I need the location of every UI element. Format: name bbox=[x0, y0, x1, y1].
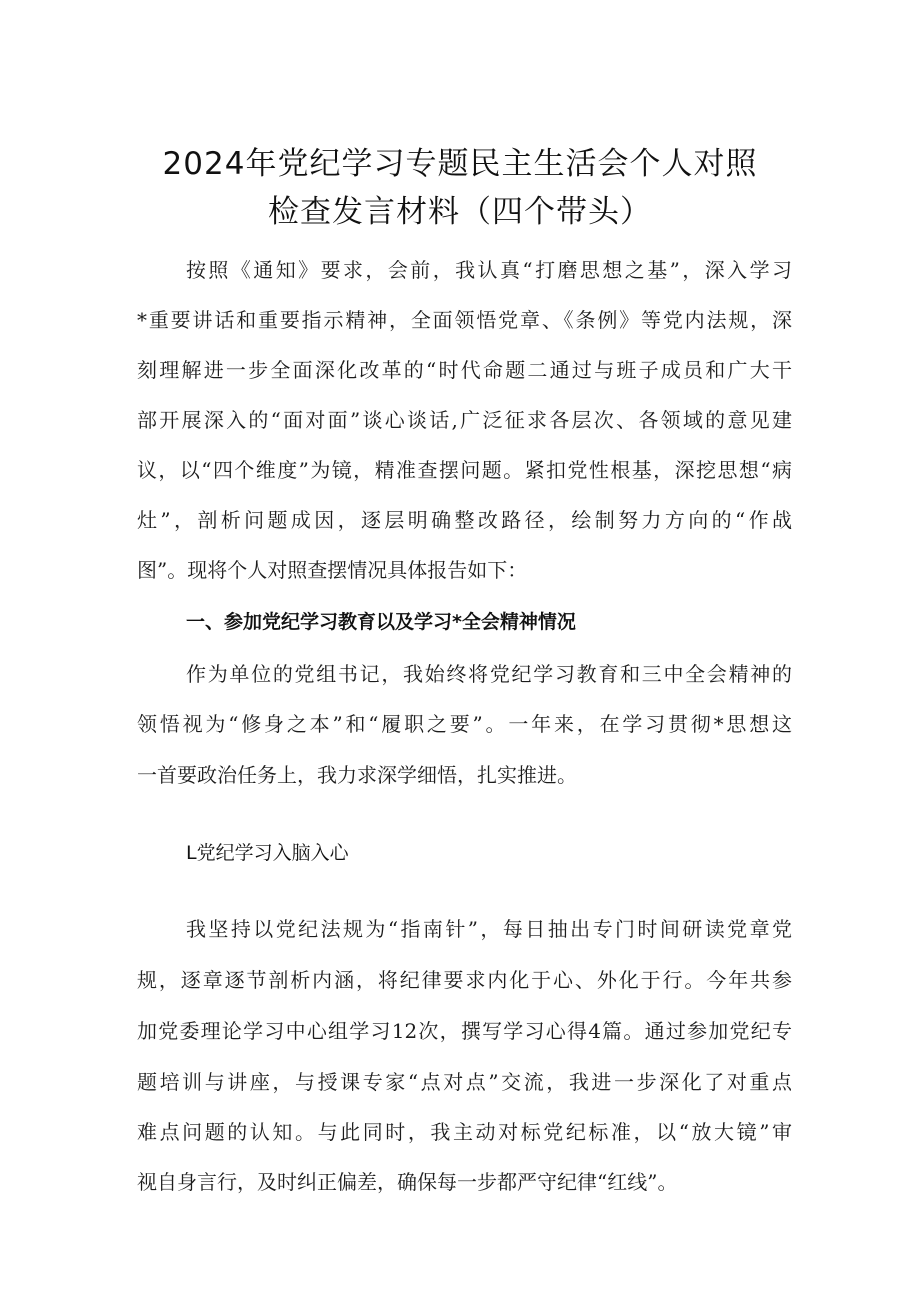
section-1-line-3: 一首要政治任务上，我力求深学细悟，扎实推进。 bbox=[137, 763, 577, 787]
intro-line-4: 部开展深入的“面对面”谈心谈话,广泛征求各层次、各领域的意见建 bbox=[137, 408, 792, 432]
intro-line-6: 灶”，剖析问题成因，逐层明确整改路径，绘制努力方向的“作战 bbox=[137, 508, 792, 532]
subsection-1-line-3: 加党委理论学习中心组学习12次，撰写学习心得4篇。通过参加党纪专 bbox=[137, 1019, 792, 1043]
subsection-1-line-2: 规，逐章逐节剖析内涵，将纪律要求内化于心、外化于行。今年共参 bbox=[137, 968, 792, 992]
subsection-1-heading: L党纪学习入脑入心 bbox=[186, 842, 349, 864]
intro-line-5: 议，以“四个维度”为镜，精准查摆问题。紧扣党性根基，深挖思想“病 bbox=[137, 458, 792, 482]
subsection-1-line-4: 题培训与讲座，与授课专家“点对点”交流，我进一步深化了对重点 bbox=[137, 1070, 792, 1094]
intro-line-1: 按照《通知》要求，会前，我认真“打磨思想之基”，深入学习 bbox=[186, 258, 792, 282]
section-1-line-1: 作为单位的党组书记，我始终将党纪学习教育和三中全会精神的 bbox=[186, 662, 792, 686]
subsection-1-line-6: 视自身言行，及时纠正偏差，确保每一步都严守纪律“红线”。 bbox=[137, 1170, 678, 1194]
intro-line-7: 图”。现将个人对照查摆情况具体报告如下： bbox=[137, 558, 528, 582]
subsection-1-line-5: 难点问题的认知。与此同时，我主动对标党纪标准，以“放大镜”审 bbox=[137, 1120, 792, 1144]
document-title-line-2: 检查发言材料（四个带头） bbox=[268, 194, 652, 230]
document-title-line-1: 2024年党纪学习专题民主生活会个人对照 bbox=[162, 146, 758, 182]
section-1-heading: 一、参加党纪学习教育以及学习*全会精神情况 bbox=[186, 611, 576, 633]
section-1-line-2: 领悟视为“修身之本”和“履职之要”。一年来，在学习贯彻*思想这 bbox=[137, 712, 792, 736]
subsection-1-line-1: 我坚持以党纪法规为“指南针”，每日抽出专门时间研读党章党 bbox=[186, 917, 792, 941]
intro-line-2: *重要讲话和重要指示精神，全面领悟党章、《条例》等党内法规，深 bbox=[137, 308, 792, 332]
intro-line-3: 刻理解进一步全面深化改革的“时代命题二通过与班子成员和广大干 bbox=[137, 358, 792, 382]
